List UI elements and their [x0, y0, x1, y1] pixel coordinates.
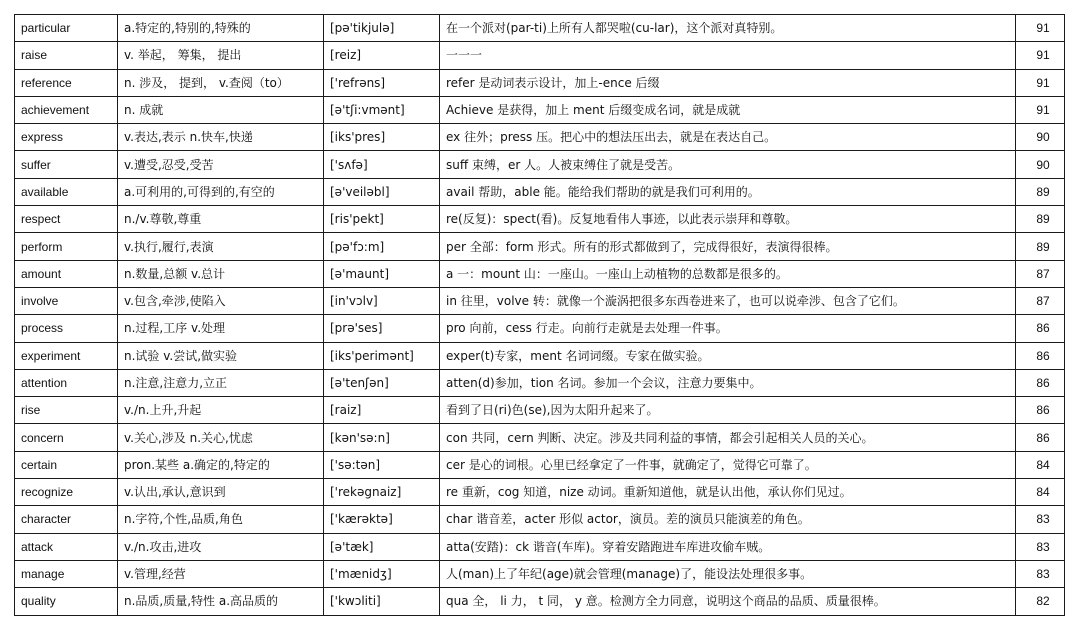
word-cell: attention [15, 369, 118, 396]
phonetic-cell: [pə'fɔ:m] [324, 233, 440, 260]
table-row [15, 451, 1065, 478]
mnemonic-cell: pro 向前，cess 行走。向前行走就是去处理一件事。 [440, 315, 1016, 342]
mnemonic-cell: a 一：mount 山：一座山。一座山上动植物的总数都是很多的。 [440, 260, 1016, 287]
phonetic-cell: [iks'perimənt] [324, 342, 440, 369]
table-row [15, 69, 1065, 96]
meaning-cell: a.特定的,特别的,特殊的 [118, 15, 324, 42]
meaning-cell: n.试验 v.尝试,做实验 [118, 342, 324, 369]
vocabulary-table-body [15, 15, 1065, 616]
word-cell: respect [15, 206, 118, 233]
meaning-cell: v.遭受,忍受,受苦 [118, 151, 324, 178]
phonetic-cell: [kən'sə:n] [324, 424, 440, 451]
meaning-cell: n. 涉及， 提到， v.查阅（to） [118, 69, 324, 96]
frequency-cell: 91 [1016, 96, 1065, 123]
phonetic-cell: [reiz] [324, 42, 440, 69]
meaning-cell: v./n.攻击,进攻 [118, 533, 324, 560]
meaning-cell: v./n.上升,升起 [118, 397, 324, 424]
meaning-cell: v.执行,履行,表演 [118, 233, 324, 260]
mnemonic-cell: Achieve 是获得，加上 ment 后缀变成名词，就是成就 [440, 96, 1016, 123]
frequency-cell: 84 [1016, 451, 1065, 478]
mnemonic-cell: 一一一 [440, 42, 1016, 69]
mnemonic-cell: ex 往外；press 压。把心中的想法压出去，就是在表达自己。 [440, 124, 1016, 151]
frequency-cell: 89 [1016, 206, 1065, 233]
table-row [15, 233, 1065, 260]
word-cell: reference [15, 69, 118, 96]
phonetic-cell: ['rekəgnaiz] [324, 479, 440, 506]
mnemonic-cell: avail 帮助，able 能。能给我们帮助的就是我们可利用的。 [440, 178, 1016, 205]
frequency-cell: 86 [1016, 424, 1065, 451]
meaning-cell: n.数量,总额 v.总计 [118, 260, 324, 287]
frequency-cell: 84 [1016, 479, 1065, 506]
frequency-cell: 90 [1016, 124, 1065, 151]
meaning-cell: v.认出,承认,意识到 [118, 479, 324, 506]
word-cell: particular [15, 15, 118, 42]
word-cell: recognize [15, 479, 118, 506]
meaning-cell: v.表达,表示 n.快车,快递 [118, 124, 324, 151]
table-row [15, 397, 1065, 424]
phonetic-cell: [ris'pekt] [324, 206, 440, 233]
phonetic-cell: [pə'tikjulə] [324, 15, 440, 42]
vocabulary-table [14, 14, 1065, 616]
word-cell: suffer [15, 151, 118, 178]
mnemonic-cell: cer 是心的词根。心里已经拿定了一件事，就确定了，觉得它可靠了。 [440, 451, 1016, 478]
meaning-cell: n.品质,质量,特性 a.高品质的 [118, 588, 324, 615]
table-row [15, 124, 1065, 151]
vocabulary-sheet [14, 14, 1064, 616]
mnemonic-cell: qua 全， li 力， t 同， y 意。检测方全力同意，说明这个商品的品质、质量很棒。 [440, 588, 1016, 615]
phonetic-cell: ['kwɔliti] [324, 588, 440, 615]
word-cell: express [15, 124, 118, 151]
word-cell: rise [15, 397, 118, 424]
meaning-cell: v.包含,牵涉,使陷入 [118, 287, 324, 314]
frequency-cell: 89 [1016, 178, 1065, 205]
table-row [15, 342, 1065, 369]
frequency-cell: 91 [1016, 69, 1065, 96]
table-row [15, 151, 1065, 178]
phonetic-cell: [raiz] [324, 397, 440, 424]
phonetic-cell: [ə'tenʃən] [324, 369, 440, 396]
word-cell: achievement [15, 96, 118, 123]
frequency-cell: 86 [1016, 369, 1065, 396]
table-row [15, 96, 1065, 123]
meaning-cell: n.过程,工序 v.处理 [118, 315, 324, 342]
table-row [15, 260, 1065, 287]
mnemonic-cell: char 谐音差，acter 形似 actor，演员。差的演员只能演差的角色。 [440, 506, 1016, 533]
word-cell: experiment [15, 342, 118, 369]
table-row [15, 15, 1065, 42]
meaning-cell: a.可利用的,可得到的,有空的 [118, 178, 324, 205]
mnemonic-cell: exper(t)专家，ment 名词词缀。专家在做实验。 [440, 342, 1016, 369]
table-row [15, 42, 1065, 69]
frequency-cell: 83 [1016, 506, 1065, 533]
mnemonic-cell: con 共同，cern 判断、决定。涉及共同利益的事情，都会引起相关人员的关心。 [440, 424, 1016, 451]
mnemonic-cell: suff 束缚，er 人。人被束缚住了就是受苦。 [440, 151, 1016, 178]
table-row [15, 506, 1065, 533]
meaning-cell: n. 成就 [118, 96, 324, 123]
table-row [15, 533, 1065, 560]
table-row [15, 560, 1065, 587]
meaning-cell: v. 举起， 筹集， 提出 [118, 42, 324, 69]
mnemonic-cell: 在一个派对(par-ti)上所有人都哭啦(cu-lar)，这个派对真特别。 [440, 15, 1016, 42]
word-cell: concern [15, 424, 118, 451]
table-row [15, 479, 1065, 506]
mnemonic-cell: atten(d)参加，tion 名词。参加一个会议，注意力要集中。 [440, 369, 1016, 396]
mnemonic-cell: per 全部：form 形式。所有的形式都做到了，完成得很好，表演得很棒。 [440, 233, 1016, 260]
phonetic-cell: ['sə:tən] [324, 451, 440, 478]
frequency-cell: 91 [1016, 42, 1065, 69]
mnemonic-cell: in 往里，volve 转：就像一个漩涡把很多东西卷进来了，也可以说牵涉、包含了它们。 [440, 287, 1016, 314]
phonetic-cell: ['refrəns] [324, 69, 440, 96]
word-cell: quality [15, 588, 118, 615]
table-row [15, 287, 1065, 314]
phonetic-cell: [prə'ses] [324, 315, 440, 342]
frequency-cell: 86 [1016, 315, 1065, 342]
frequency-cell: 82 [1016, 588, 1065, 615]
word-cell: manage [15, 560, 118, 587]
phonetic-cell: [ə'veiləbl] [324, 178, 440, 205]
frequency-cell: 89 [1016, 233, 1065, 260]
frequency-cell: 83 [1016, 560, 1065, 587]
table-row [15, 588, 1065, 615]
table-row [15, 206, 1065, 233]
word-cell: perform [15, 233, 118, 260]
frequency-cell: 90 [1016, 151, 1065, 178]
mnemonic-cell: re 重新，cog 知道，nize 动词。重新知道他，就是认出他，承认你们见过。 [440, 479, 1016, 506]
word-cell: process [15, 315, 118, 342]
phonetic-cell: [in'vɔlv] [324, 287, 440, 314]
phonetic-cell: [ə'maunt] [324, 260, 440, 287]
meaning-cell: v.管理,经营 [118, 560, 324, 587]
frequency-cell: 83 [1016, 533, 1065, 560]
meaning-cell: n.注意,注意力,立正 [118, 369, 324, 396]
meaning-cell: n.字符,个性,品质,角色 [118, 506, 324, 533]
word-cell: character [15, 506, 118, 533]
frequency-cell: 86 [1016, 397, 1065, 424]
word-cell: attack [15, 533, 118, 560]
mnemonic-cell: atta(安踏)：ck 谐音(车库)。穿着安踏跑进车库进攻偷车贼。 [440, 533, 1016, 560]
word-cell: certain [15, 451, 118, 478]
table-row [15, 315, 1065, 342]
mnemonic-cell: 看到了日(ri)色(se),因为太阳升起来了。 [440, 397, 1016, 424]
phonetic-cell: [ə'tæk] [324, 533, 440, 560]
word-cell: raise [15, 42, 118, 69]
frequency-cell: 87 [1016, 287, 1065, 314]
meaning-cell: n./v.尊敬,尊重 [118, 206, 324, 233]
phonetic-cell: ['sʌfə] [324, 151, 440, 178]
frequency-cell: 86 [1016, 342, 1065, 369]
frequency-cell: 91 [1016, 15, 1065, 42]
table-row [15, 369, 1065, 396]
phonetic-cell: [iks'pres] [324, 124, 440, 151]
phonetic-cell: ['mænidʒ] [324, 560, 440, 587]
meaning-cell: v.关心,涉及 n.关心,忧虑 [118, 424, 324, 451]
meaning-cell: pron.某些 a.确定的,特定的 [118, 451, 324, 478]
mnemonic-cell: refer 是动词表示设计，加上-ence 后缀 [440, 69, 1016, 96]
mnemonic-cell: 人(man)上了年纪(age)就会管理(manage)了，能设法处理很多事。 [440, 560, 1016, 587]
table-row [15, 424, 1065, 451]
word-cell: involve [15, 287, 118, 314]
frequency-cell: 87 [1016, 260, 1065, 287]
phonetic-cell: [ə'tʃi:vmənt] [324, 96, 440, 123]
word-cell: available [15, 178, 118, 205]
table-row [15, 178, 1065, 205]
phonetic-cell: ['kærəktə] [324, 506, 440, 533]
word-cell: amount [15, 260, 118, 287]
mnemonic-cell: re(反复)：spect(看)。反复地看伟人事迹，以此表示崇拜和尊敬。 [440, 206, 1016, 233]
